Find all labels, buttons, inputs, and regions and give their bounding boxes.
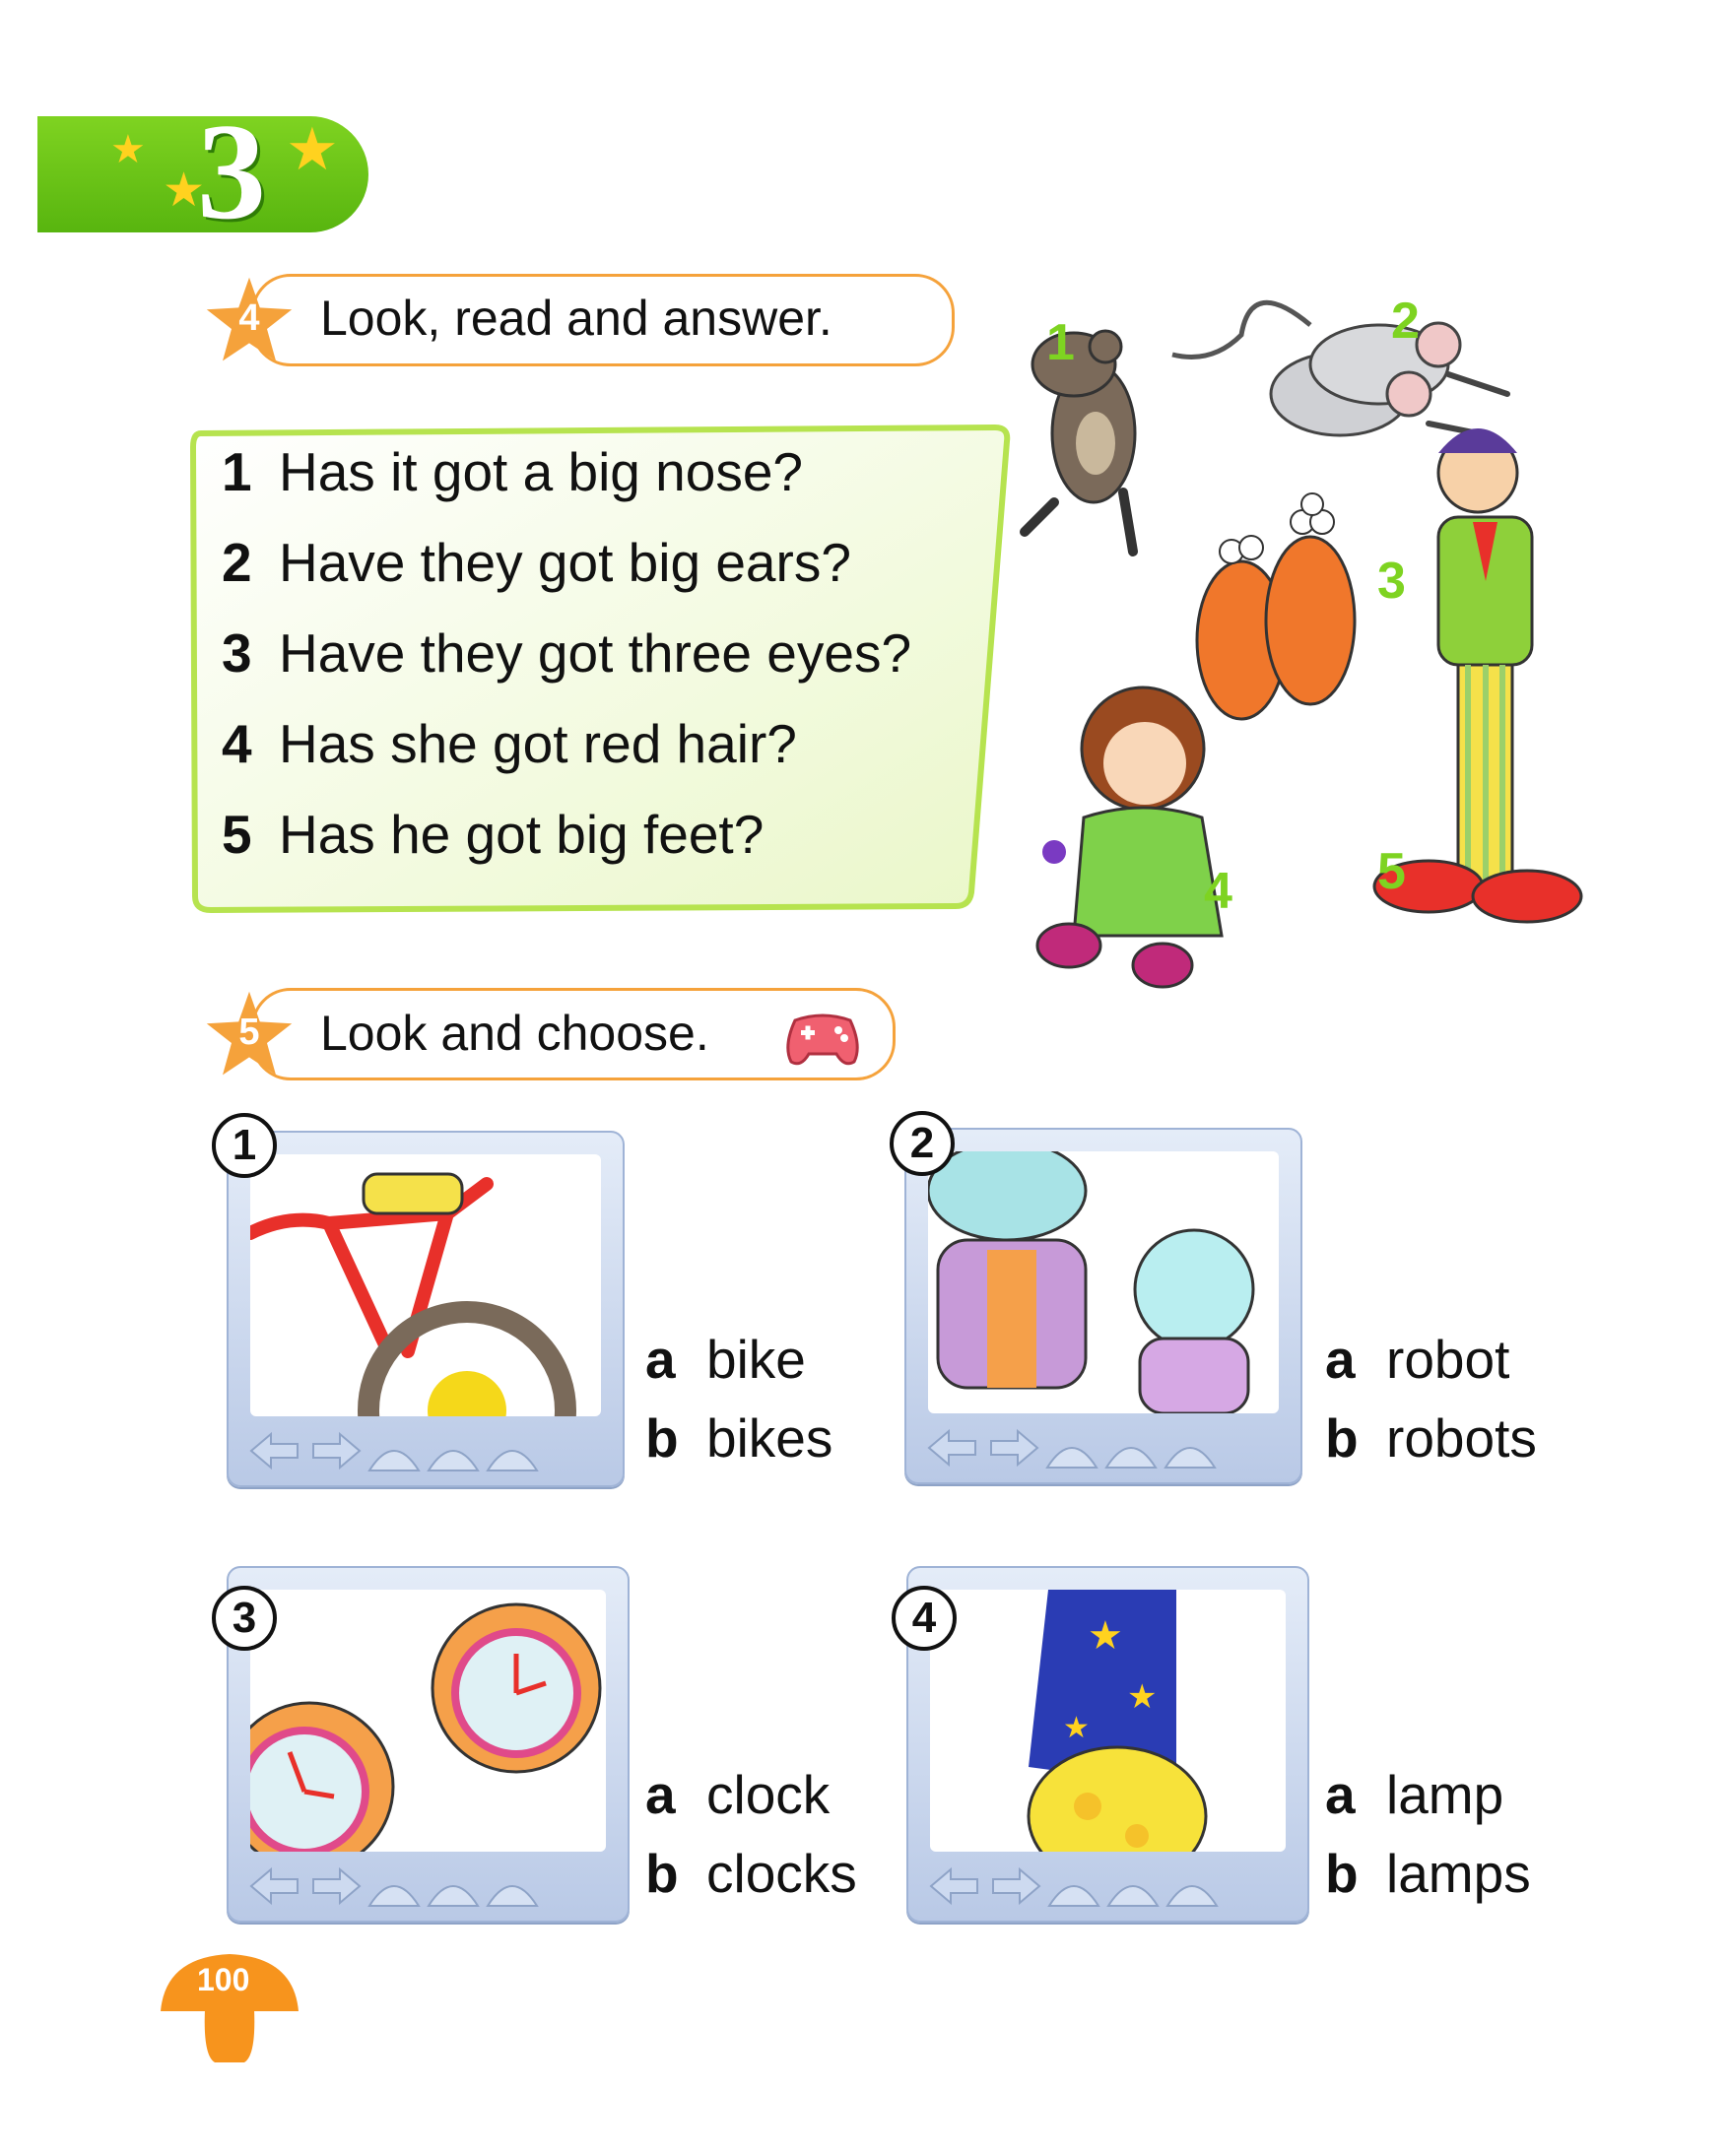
- aliens-illustration: [1197, 493, 1355, 719]
- picture-label-4: 4: [1204, 863, 1232, 920]
- question-4: 4 Has she got red hair?: [222, 713, 797, 774]
- exercise-5-number: 5: [238, 1012, 260, 1053]
- svg-text:★: ★: [1063, 1712, 1090, 1744]
- item-3-number: 3: [212, 1586, 277, 1651]
- clocks-picture: [250, 1590, 606, 1852]
- item-4-option-b[interactable]: b lamps: [1325, 1843, 1531, 1904]
- star-icon: ★: [110, 128, 146, 171]
- exercise-4-instruction: Look, read and answer.: [320, 291, 832, 346]
- item-1-option-a[interactable]: a bike: [645, 1329, 806, 1390]
- svg-text:★: ★: [1127, 1678, 1158, 1716]
- item-3-option-b[interactable]: b clocks: [645, 1843, 857, 1904]
- characters-illustration: [1015, 286, 1645, 1014]
- frame-navigation-bar: [926, 1862, 1222, 1911]
- lamp-picture: [930, 1590, 1286, 1852]
- item-1-option-b[interactable]: b bikes: [645, 1407, 833, 1469]
- frame-navigation-bar: [246, 1426, 542, 1475]
- picture-label-3: 3: [1377, 553, 1406, 610]
- frame-navigation-bar: [246, 1862, 542, 1911]
- question-1: 1 Has it got a big nose?: [222, 441, 804, 502]
- page-number: 100: [197, 1962, 250, 1997]
- item-2-option-a[interactable]: a robot: [1325, 1329, 1510, 1390]
- item-4-number: 4: [892, 1586, 957, 1651]
- choice-frame-1: [227, 1131, 625, 1487]
- star-icon: ★: [286, 116, 339, 182]
- item-4-option-a[interactable]: a lamp: [1325, 1764, 1504, 1825]
- unit-number: 3: [197, 96, 266, 248]
- question-5: 5 Has he got big feet?: [222, 804, 765, 865]
- item-1-number: 1: [212, 1113, 277, 1178]
- rat-illustration: [1025, 331, 1135, 552]
- star-icon: ★: [163, 164, 206, 217]
- question-2: 2 Have they got big ears?: [222, 532, 851, 593]
- girl-illustration: [1037, 687, 1222, 987]
- exercise-4-number: 4: [238, 297, 260, 339]
- exercise-5-instruction: Look and choose.: [320, 1006, 709, 1061]
- robots-picture: [928, 1151, 1279, 1413]
- choice-frame-2: [904, 1128, 1302, 1484]
- choice-frame-3: [227, 1566, 630, 1923]
- question-3: 3 Have they got three eyes?: [222, 622, 912, 684]
- item-2-option-b[interactable]: b robots: [1325, 1407, 1537, 1469]
- mice-illustration: [1172, 302, 1507, 435]
- picture-label-2: 2: [1391, 293, 1420, 350]
- choice-frame-4: [906, 1566, 1309, 1923]
- item-3-option-a[interactable]: a clock: [645, 1764, 831, 1825]
- picture-label-5: 5: [1377, 843, 1406, 900]
- bike-picture: [250, 1154, 601, 1416]
- gamepad-icon: [783, 1007, 862, 1070]
- item-2-number: 2: [890, 1111, 955, 1176]
- svg-text:★: ★: [1088, 1614, 1123, 1658]
- picture-label-1: 1: [1046, 314, 1075, 371]
- frame-navigation-bar: [924, 1423, 1220, 1472]
- questions-list: [192, 428, 1000, 911]
